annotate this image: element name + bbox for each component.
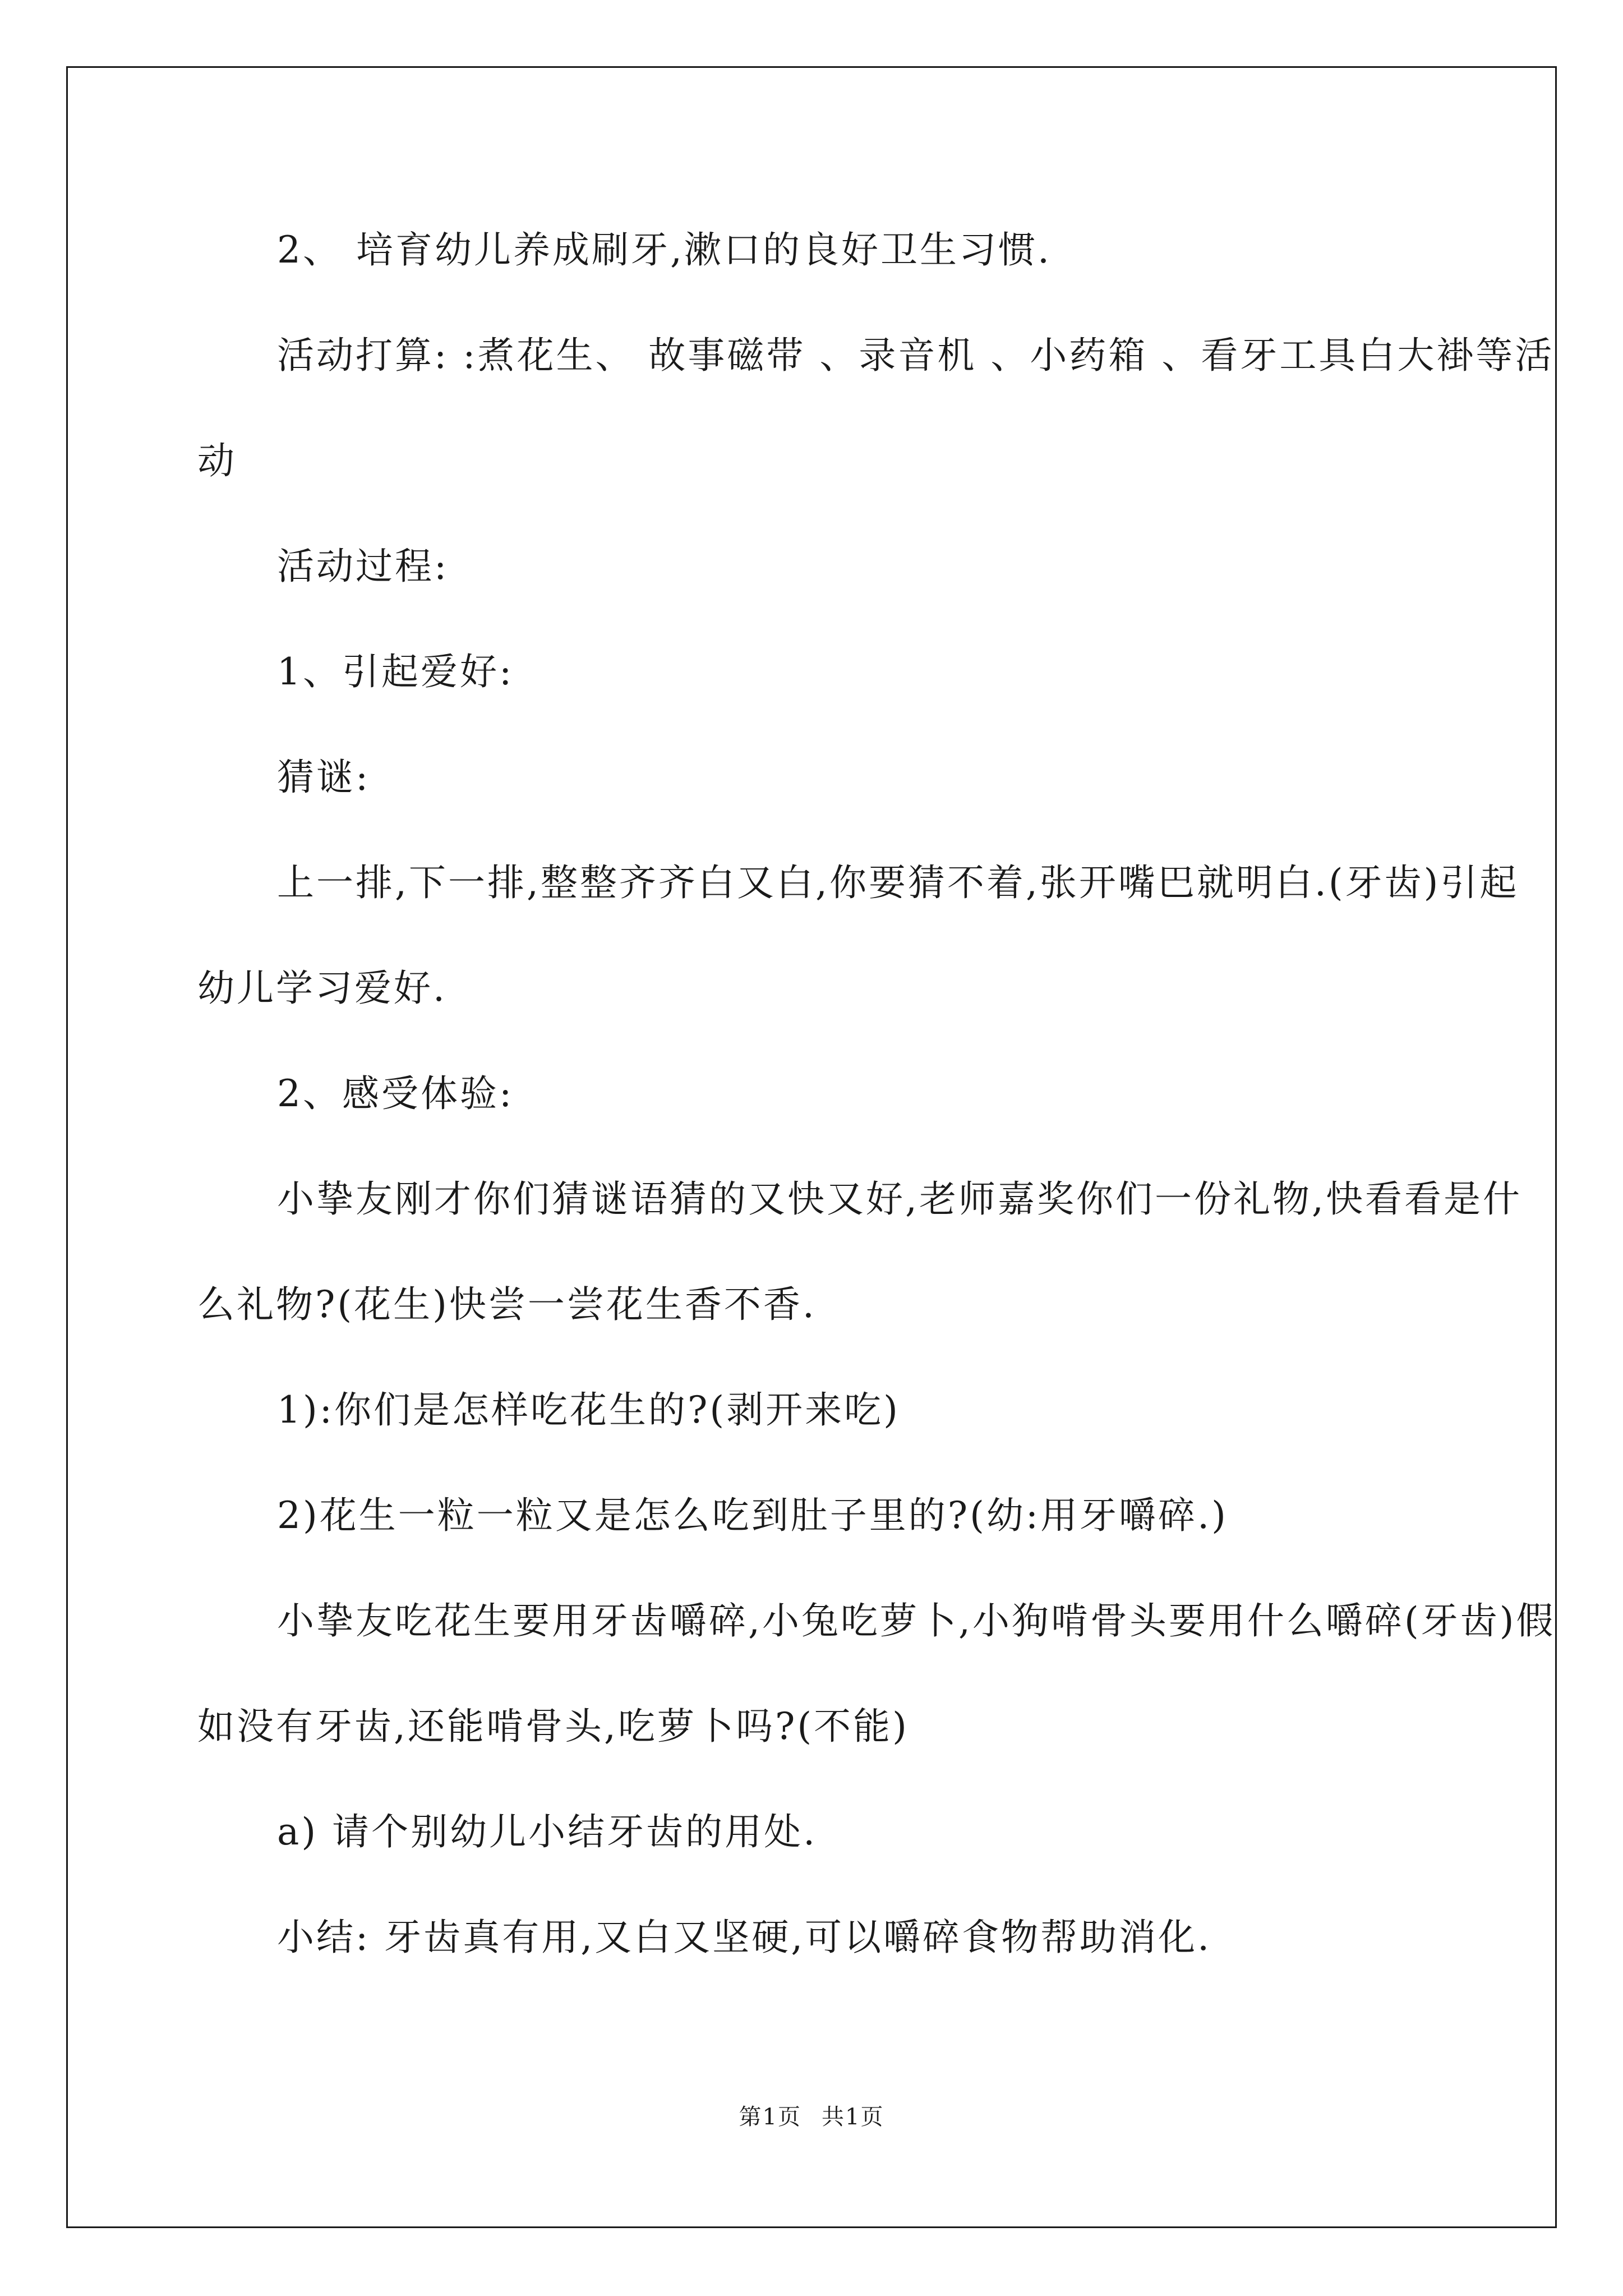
paragraph-chewing: 小挚友吃花生要用牙齿嚼碎,小兔吃萝卜,小狗啃骨头要用什么嚼碎(牙齿)假如没有牙齿,还能啃骨头,吃萝卜吗?(不能) bbox=[197, 1599, 1556, 1748]
paragraph-riddle-text: 上一排,下一排,整整齐齐白又白,你要猜不着,张开嘴巴就明白.(牙齿)引起幼儿学习爱好. bbox=[197, 861, 1519, 1010]
paragraph-step1-heading: 1、引起爱好: bbox=[277, 650, 514, 693]
page-footer bbox=[0, 2100, 1623, 2134]
paragraph-question2: 2)花生一粒一粒又是怎么吃到肚子里的?(幼:用牙嚼碎.) bbox=[277, 1494, 1228, 1537]
paragraph-summary-prompt: a) 请个别幼儿小结牙齿的用处. bbox=[277, 1810, 818, 1853]
paragraph-gift: 小挚友刚才你们猜谜语猜的又快又好,老师嘉奖你们一份礼物,快看看是什么礼物?(花生)快尝一尝花生香不香. bbox=[197, 1177, 1522, 1326]
paragraph-step2-heading: 2、感受体验: bbox=[277, 1072, 514, 1115]
page-number-current: 第1页 bbox=[739, 2104, 801, 2130]
paragraph-materials: 活动打算: :煮花生、 故事磁带 、录音机 、小药箱 、看牙工具白大褂等活动 bbox=[197, 334, 1555, 482]
page-number-total: 共1页 bbox=[822, 2104, 884, 2130]
paragraph-summary: 小结: 牙齿真有用,又白又坚硬,可以嚼碎食物帮助消化. bbox=[277, 1916, 1212, 1959]
paragraph-question1: 1):你们是怎样吃花生的?(剥开来吃) bbox=[277, 1388, 900, 1432]
paragraph-riddle-heading: 猜谜: bbox=[277, 756, 371, 799]
paragraph-hygiene-goal: 2、 培育幼儿养成刷牙,漱口的良好卫生习惯. bbox=[277, 228, 1052, 272]
paragraph-process-heading: 活动过程: bbox=[277, 545, 449, 588]
